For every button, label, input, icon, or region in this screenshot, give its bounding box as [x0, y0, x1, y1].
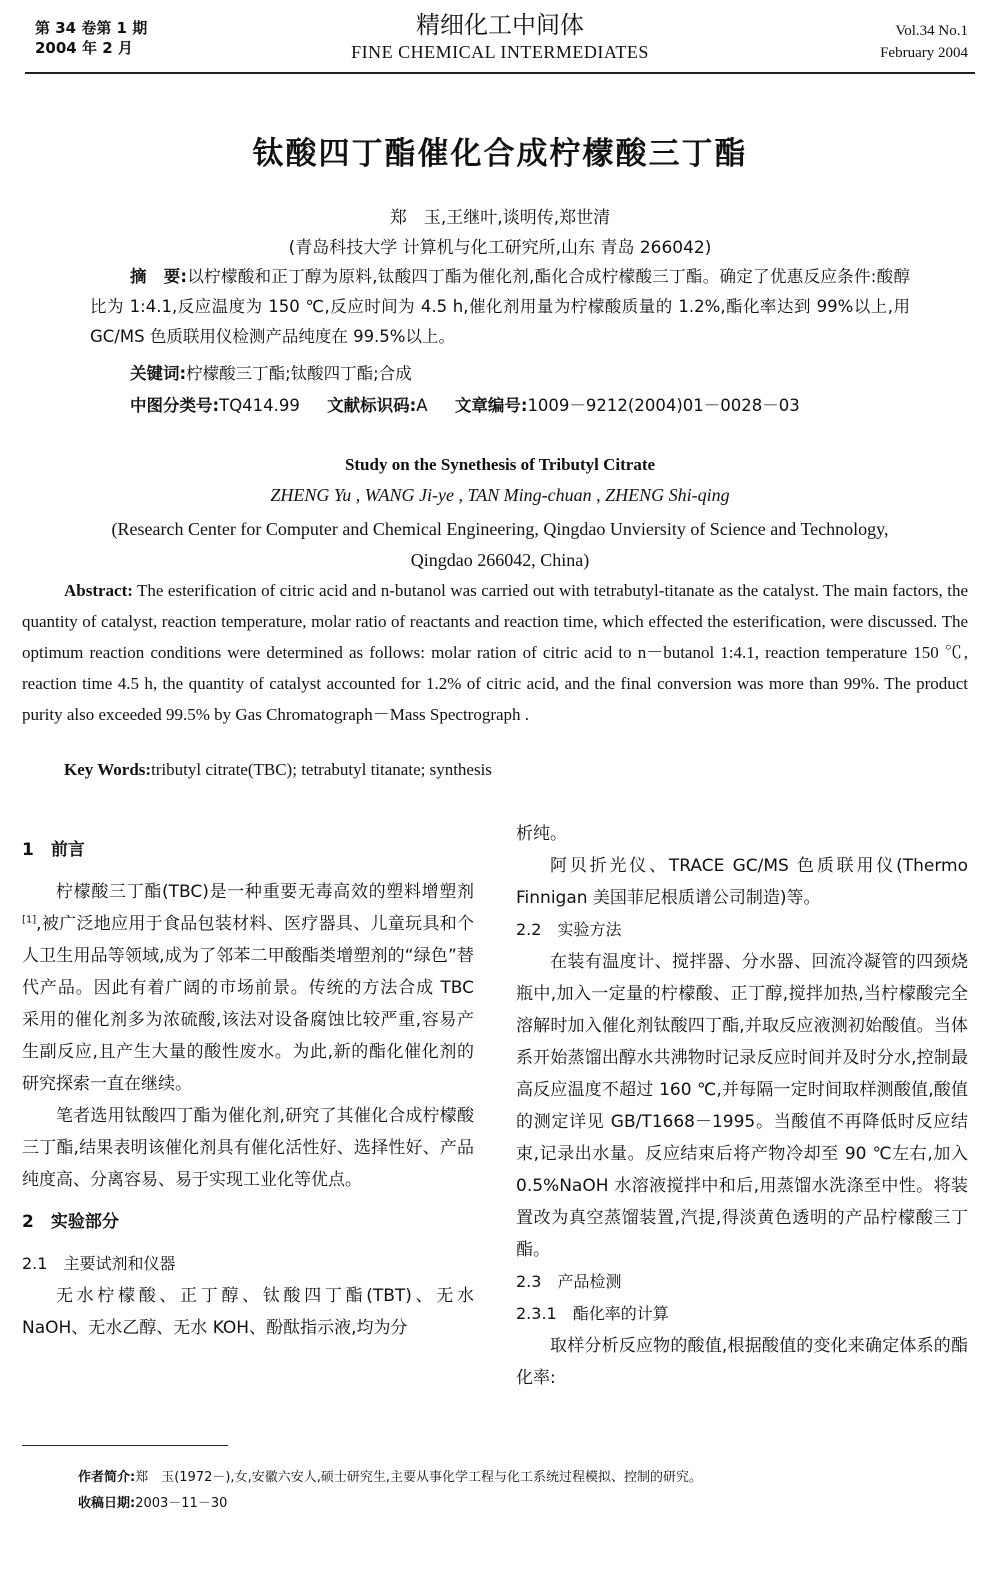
body-right-column — [516, 818, 968, 1394]
subsection-heading-reagents: 2.1 主要试剂和仪器 — [22, 1254, 176, 1273]
classification-line — [130, 392, 822, 416]
journal-title-cn: 精细化工中间体 — [416, 11, 584, 39]
affiliation-cn: (青岛科技大学 计算机与化工研究所,山东 青岛 266042) — [288, 238, 712, 258]
instruments-paragraph: 阿贝折光仪、TRACE GC/MS 色质联用仪(Thermo Finnigan 美国菲尼根质谱公司制造)等。 — [516, 856, 968, 908]
doc-code-value: A — [416, 396, 428, 415]
subsubsection-heading-esterification-rate: 2.3.1 酯化率的计算 — [516, 1304, 669, 1323]
paper-title-en: Study on the Synethesis of Tributyl Citrate — [344, 455, 656, 474]
clc-label: 中图分类号: — [130, 396, 220, 415]
date-en: February 2004 — [880, 45, 968, 61]
authors-cn: 郑 玉,王继叶,谈明传,郑世清 — [389, 208, 611, 228]
abstract-cn-text: 以柠檬酸和正丁醇为原料,钛酸四丁酯为催化剂,酯化合成柠檬酸三丁酯。确定了优惠反应条件:酸醇比为 1:4.1,反应温度为 150 ℃,反应时间为 4.5 h,催化剂用量为柠檬酸质量的 1.2%,酯化率达到 99%以上,用 GC/MS 色质联用仪检测产品纯度在 99.5%以上。 — [90, 267, 910, 346]
article-no-label: 文章编号: — [454, 396, 528, 415]
date-cn: 2004 年 2 月 — [35, 39, 133, 57]
esterification-rate-paragraph: 取样分析反应物的酸值,根据酸值的变化来确定体系的酯化率: — [516, 1336, 968, 1388]
section-heading-experimental: 2 实验部分 — [22, 1212, 119, 1232]
footnote-received — [78, 1492, 227, 1516]
journal-name — [300, 10, 700, 64]
footnote-author-text: 郑 玉(1972－),女,安徽六安人,硕士研究生,主要从事化学工程与化工系统过程模拟、控制的研究。 — [135, 1470, 702, 1485]
footnote-received-text: 2003－11－30 — [135, 1496, 228, 1511]
footnote-rule — [22, 1445, 228, 1446]
reagents-paragraph-1: 无水柠檬酸、正丁醇、钛酸四丁酯(TBT)、无水 NaOH、无水乙醇、无水 KOH、酚酞指示液,均为分 — [22, 1286, 474, 1338]
abstract-en — [22, 575, 968, 730]
abstract-cn-label: 摘 要: — [130, 267, 188, 286]
header-volume-en — [880, 20, 968, 64]
subsection-heading-method: 2.2 实验方法 — [516, 920, 622, 939]
body-left-column — [22, 834, 474, 1344]
abstract-en-text: The esterification of citric acid and n-butanol was carried out with tetrabutyl-titanate as the catalyst. The main factors, the quantity of catalyst, reaction temperature, molar ratio of reactants and reaction time, which effected the esterification, were discussed. The optimum reaction conditions were determined as follows: molar ration of citric acid to n－butanol 1:4.1, reaction temperature 150 ℃, reaction time 4.5 h, the quantity of catalyst accounted for 1.2% of citric acid, and the final conversion was more than 99%. The product purity also exceeded 99.5% by Gas Chromatograph－Mass Spectrograph . — [22, 581, 968, 724]
affiliation-en: (Research Center for Computer and Chemical Engineering, Qingdao Unviersity of Science and Technology, Qingdao 266042, China) — [111, 519, 889, 570]
intro-paragraph-1 — [22, 876, 474, 1100]
method-paragraph: 在装有温度计、搅拌器、分水器、回流冷凝管的四颈烧瓶中,加入一定量的柠檬酸、正丁醇,搅拌加热,当柠檬酸完全溶解时加入催化剂钛酸四丁酯,并取反应液测初始酸值。当体系开始蒸馏出醇水共沸物时记录反应时间并及时分水,控制最高反应温度不超过 160 ℃,并每隔一定时间取样测酸值,酸值的测定详见 GB/T1668－1995。当酸值不再降低时反应结束,记录出水量。反应结束后将产物冷却至 90 ℃左右,加入 0.5%NaOH 水溶液搅拌中和后,用蒸馏水洗涤至中性。将装置改为真空蒸馏装置,汽提,得淡黄色透明的产品柠檬酸三丁酯。 — [516, 952, 968, 1260]
footnote-received-label: 收稿日期: — [78, 1496, 136, 1511]
journal-title-en: FINE CHEMICAL INTERMEDIATES — [351, 42, 649, 62]
footnote-author — [78, 1466, 702, 1490]
doc-code-label: 文献标识码: — [327, 396, 417, 415]
keywords-cn — [130, 360, 412, 384]
keywords-en-label: Key Words: — [64, 760, 152, 779]
section-heading-introduction: 1 前言 — [22, 840, 85, 860]
clc-value: TQ414.99 — [219, 396, 300, 415]
footnote-author-label: 作者简介: — [78, 1470, 136, 1485]
subsection-heading-detection: 2.3 产品检测 — [516, 1272, 622, 1291]
intro-p1-text-a: 柠檬酸三丁酯(TBC)是一种重要无毒高效的塑料增塑剂 — [56, 882, 474, 902]
reagents-continuation: 析纯。 — [516, 824, 567, 844]
citation-ref-1: [1] — [22, 914, 37, 926]
intro-paragraph-2: 笔者选用钛酸四丁酯为催化剂,研究了其催化合成柠檬酸三丁酯,结果表明该催化剂具有催化活性好、选择性好、产品纯度高、分离容易、易于实现工业化等优点。 — [22, 1106, 474, 1190]
keywords-en — [64, 760, 492, 780]
authors-en: ZHENG Yu , WANG Ji-ye , TAN Ming-chuan , ZHENG Shi-qing — [270, 485, 730, 505]
keywords-en-text: tributyl citrate(TBC); tetrabutyl titanate; synthesis — [151, 760, 492, 779]
abstract-en-label: Abstract: — [64, 581, 133, 600]
paper-title-cn: 钛酸四丁酯催化合成柠檬酸三丁酯 — [252, 136, 748, 172]
volume-issue-en: Vol.34 No.1 — [895, 23, 968, 39]
header-rule — [25, 72, 975, 74]
intro-p1-text-b: ,被广泛地应用于食品包装材料、医疗器具、儿童玩具和个人卫生用品等领域,成为了邻苯二甲酸酯类增塑剂的“绿色”替代产品。因此有着广阔的市场前景。传统的方法合成 TBC 采用的催化剂多为浓硫酸,该法对设备腐蚀比较严重,容易产生副反应,且产生大量的酸性废水。为此,新的酯化催化剂的研究探索一直在继续。 — [22, 914, 474, 1094]
volume-issue-cn: 第 34 卷第 1 期 — [35, 19, 148, 37]
header-volume-cn — [35, 18, 147, 58]
abstract-cn — [90, 262, 910, 352]
keywords-cn-label: 关键词: — [130, 364, 187, 383]
article-no-value: 1009－9212(2004)01－0028－03 — [527, 396, 800, 415]
keywords-cn-text: 柠檬酸三丁酯;钛酸四丁酯;合成 — [186, 364, 412, 383]
